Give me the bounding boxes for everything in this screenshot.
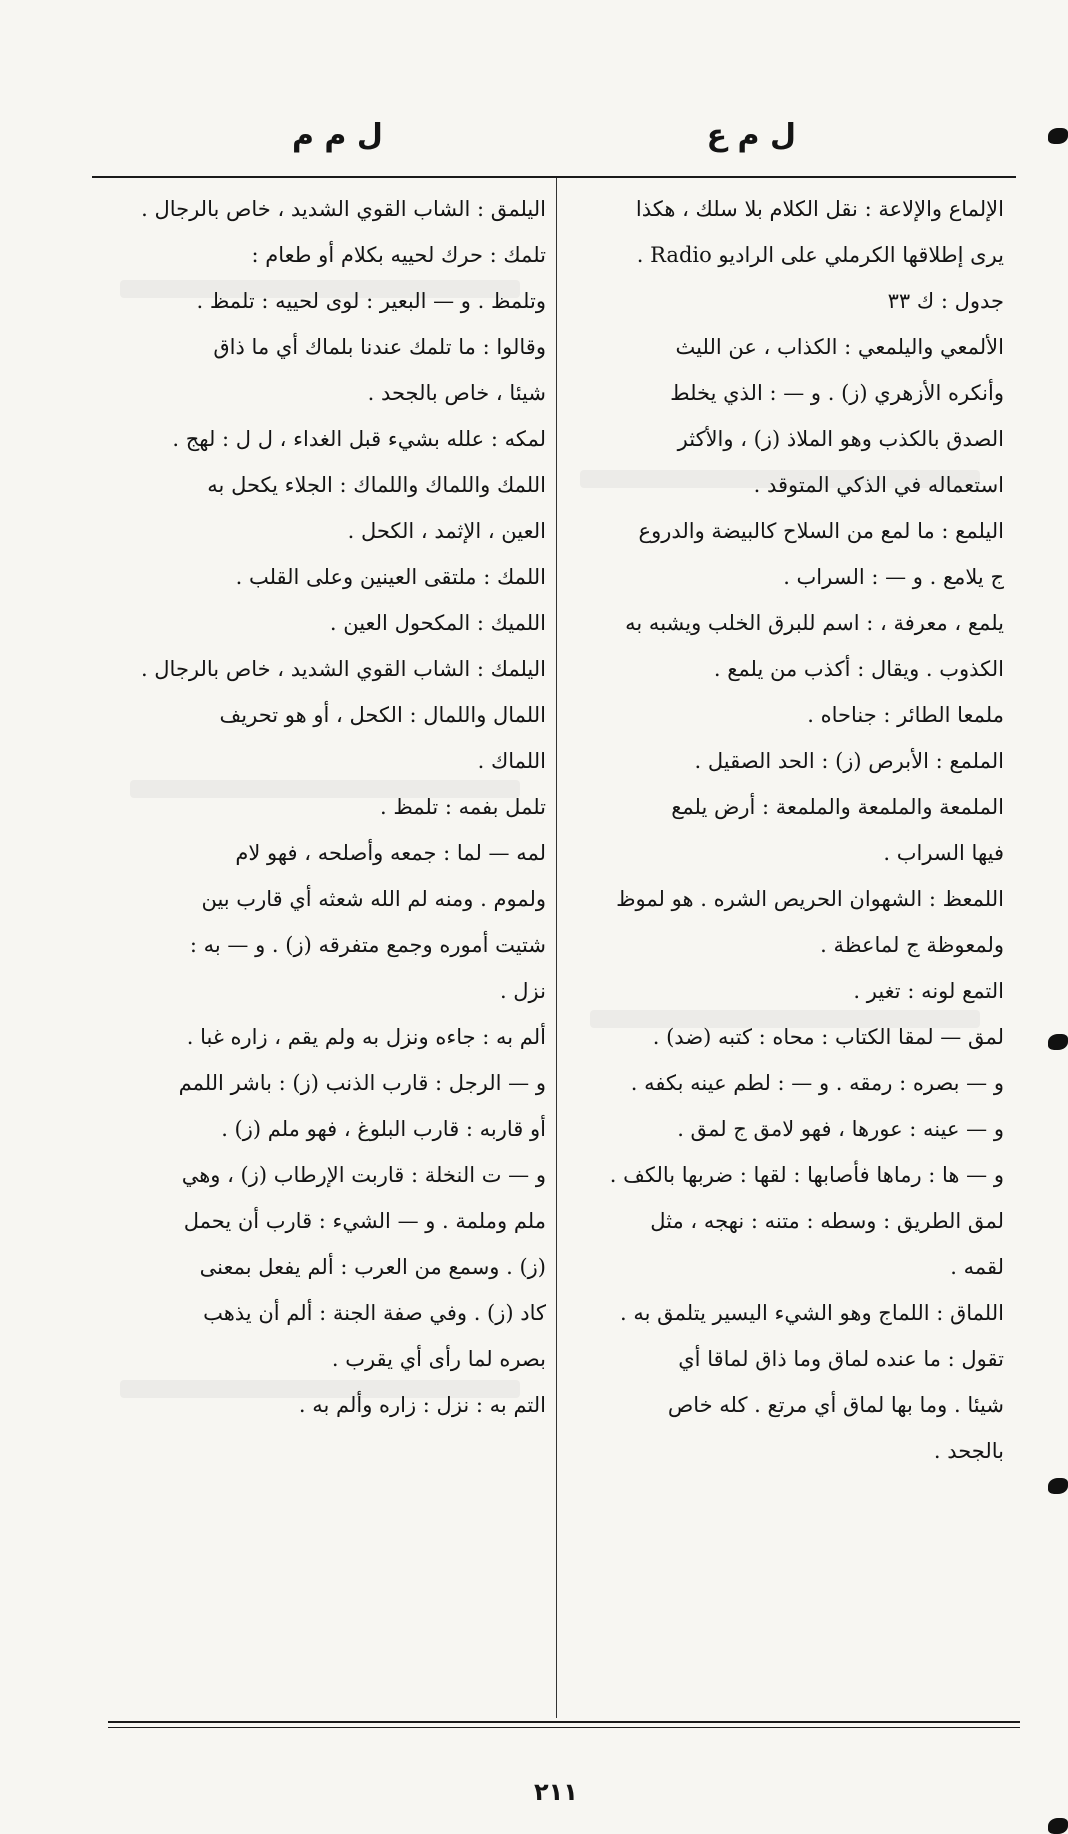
text-line: و — بصره : رمقه . و — : لطم عينه بكفه . bbox=[630, 1071, 1004, 1095]
text-line: وأنكره الأزهري (ز) . و — : الذي يخلط bbox=[670, 381, 1004, 405]
text-line: شيئا . وما بها لماق أي مرتع . كله خاص bbox=[667, 1393, 1004, 1417]
text-line: ملمعا الطائر : جناحاه . bbox=[807, 703, 1004, 727]
left-column bbox=[104, 186, 546, 1428]
page-number: ٢١١ bbox=[534, 1778, 578, 1806]
text-line: بصره لما رأى أي يقرب . bbox=[331, 1347, 546, 1371]
text-line: اليلمع : ما لمع من السلاح كالبيضة والدروع bbox=[638, 519, 1004, 543]
text-line: أو قاربه : قارب البلوغ ، فهو ملم (ز) . bbox=[221, 1117, 546, 1141]
text-line: العين ، الإثمد ، الكحل . bbox=[347, 519, 546, 543]
text-line: ملم وملمة . و — الشيء : قارب أن يحمل bbox=[183, 1209, 546, 1233]
column-divider bbox=[556, 178, 557, 1718]
text-line: الكذوب . ويقال : أكذب من يلمع . bbox=[713, 657, 1004, 681]
text-line: فيها السراب . bbox=[883, 841, 1004, 865]
margin-blot bbox=[1048, 1034, 1068, 1050]
text-line: لمه — لما : جمعه وأصلحه ، فهو لام bbox=[235, 841, 546, 865]
text-line: تلمل بفمه : تلمظ . bbox=[379, 795, 546, 819]
bottom-rule-thin bbox=[108, 1727, 1020, 1728]
text-line: و — ت النخلة : قاربت الإرطاب (ز) ، وهي bbox=[181, 1163, 546, 1187]
text-line: لمق — لمقا الكتاب : محاه : كتبه (ضد) . bbox=[652, 1025, 1004, 1049]
bottom-rule bbox=[108, 1721, 1020, 1723]
text-line: الملمعة والملمعة والملمعة : أرض يلمع bbox=[671, 795, 1004, 819]
text-line: الملمع : الأبرص (ز) : الحد الصقيل . bbox=[694, 749, 1004, 773]
text-line: الألمعي واليلمعي : الكذاب ، عن الليث bbox=[675, 335, 1004, 359]
text-line: شيئا ، خاص بالجحد . bbox=[367, 381, 546, 405]
text-line: اليلمك : الشاب القوي الشديد ، خاص بالرجال . bbox=[140, 657, 546, 681]
text-line: اللمك : ملتقى العينين وعلى القلب . bbox=[235, 565, 546, 589]
text-line: و — ها : رماها فأصابها : لقها : ضربها بالكف . bbox=[609, 1163, 1004, 1187]
text-line: لمكه : علله بشيء قبل الغداء ، ل ل : لهج . bbox=[172, 427, 546, 451]
text-line: الصدق بالكذب وهو الملاذ (ز) ، والأكثر bbox=[677, 427, 1004, 451]
margin-blot bbox=[1048, 1478, 1068, 1494]
text-line: ج يلامع . و — : السراب . bbox=[783, 565, 1004, 589]
margin-blot bbox=[1048, 1818, 1068, 1834]
text-line: اللماك . bbox=[477, 749, 546, 773]
text-line: وقالوا : ما تلمك عندنا بلماك أي ما ذاق bbox=[213, 335, 546, 359]
text-line: التمع لونه : تغير . bbox=[853, 979, 1004, 1003]
text-line: الإلماع والإلاعة : نقل الكلام بلا سلك ، هكذا bbox=[635, 197, 1004, 221]
text-line: التم به : نزل : زاره وألم به . bbox=[298, 1393, 546, 1417]
text-line: شتيت أموره وجمع متفرقه (ز) . و — به : bbox=[189, 933, 546, 957]
margin-blot bbox=[1048, 128, 1068, 144]
top-rule bbox=[92, 176, 1016, 178]
text-line: اللميك : المكحول العين . bbox=[329, 611, 546, 635]
text-line: وتلمظ . و — البعير : لوى لحييه : تلمظ . bbox=[196, 289, 546, 313]
text-line: و — الرجل : قارب الذنب (ز) : باشر اللمم bbox=[178, 1071, 546, 1095]
text-line: اللمال واللمال : الكحل ، أو هو تحريف bbox=[219, 703, 546, 727]
text-line: و — عينه : عورها ، فهو لامق ج لمق . bbox=[677, 1117, 1004, 1141]
text-line: لقمه . bbox=[950, 1255, 1004, 1279]
text-line: يلمع ، معرفة ، : اسم للبرق الخلب ويشبه به bbox=[625, 611, 1004, 635]
text-line: اللماق : اللماج وهو الشيء اليسير يتلمق به . bbox=[620, 1301, 1004, 1325]
text-line: يرى إطلاقها الكرملي على الراديو Radio . bbox=[636, 243, 1004, 267]
text-line: (ز) . وسمع من العرب : ألم يفعل بمعنى bbox=[199, 1255, 546, 1279]
text-line: ألم به : جاءه ونزل به ولم يقم ، زاره غبا . bbox=[186, 1025, 546, 1049]
text-line: ولمعوظة ج لماعظة . bbox=[820, 933, 1004, 957]
right-column bbox=[566, 186, 1004, 1474]
header-root-left: ل م م bbox=[292, 118, 383, 153]
text-line: جدول : ك ٣٣ bbox=[887, 289, 1004, 313]
text-line: تلمك : حرك لحييه بكلام أو طعام : bbox=[251, 243, 546, 267]
text-line: لمق الطريق : وسطه : متنه : نهجه ، مثل bbox=[650, 1209, 1004, 1233]
text-line: ولموم . ومنه لم الله شعثه أي قارب بين bbox=[201, 887, 546, 911]
text-line: اللمك واللماك واللماك : الجلاء يكحل به bbox=[207, 473, 546, 497]
text-line: تقول : ما عنده لماق وما ذاق لماقا أي bbox=[678, 1347, 1004, 1371]
text-line: نزل . bbox=[499, 979, 546, 1003]
text-line: بالجحد . bbox=[933, 1439, 1004, 1463]
text-line: كاد (ز) . وفي صفة الجنة : ألم أن يذهب bbox=[203, 1301, 546, 1325]
text-line: استعماله في الذكي المتوقد . bbox=[753, 473, 1004, 497]
text-line: اليلمق : الشاب القوي الشديد ، خاص بالرجال . bbox=[141, 197, 546, 221]
text-line: اللمعظ : الشهوان الحريص الشره . هو لموظ bbox=[616, 887, 1004, 911]
header-root-right: ل م ع bbox=[706, 118, 796, 153]
